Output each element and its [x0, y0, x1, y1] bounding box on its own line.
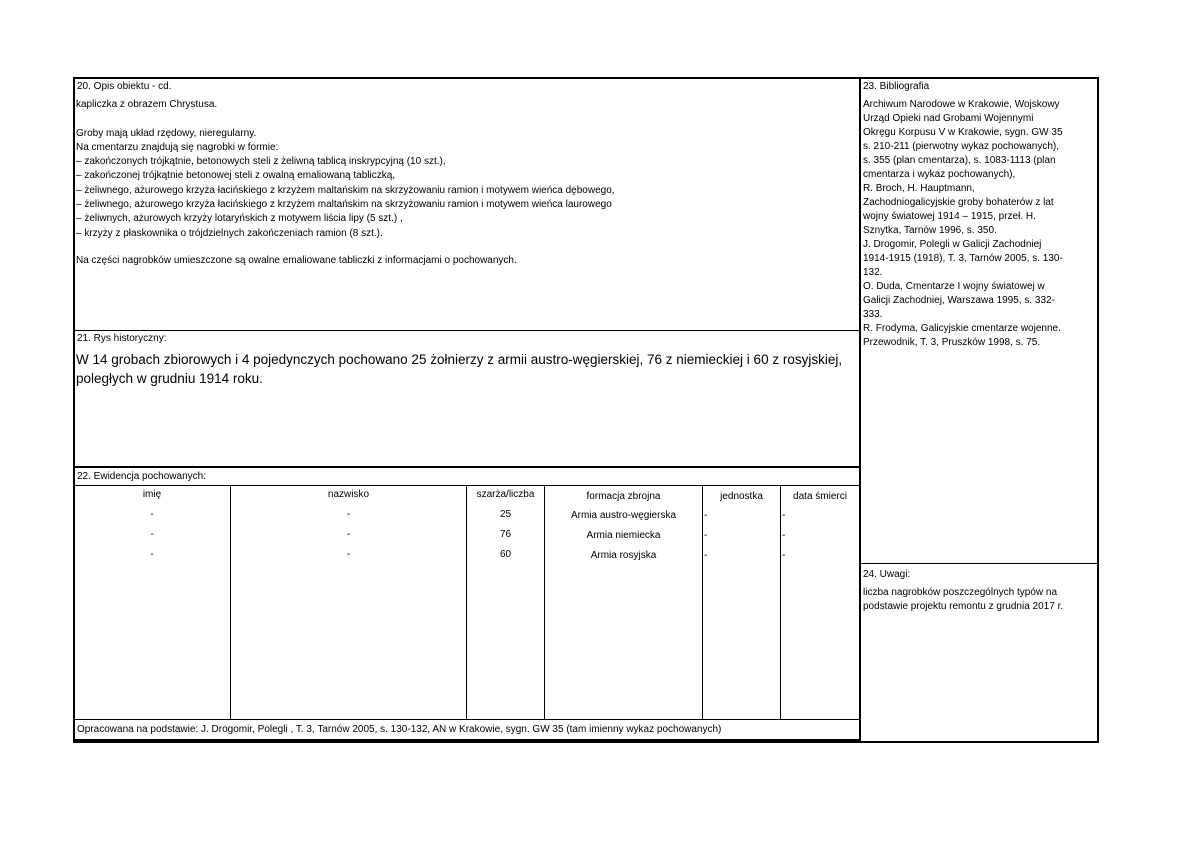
- opis-line: – żeliwnego, ażurowego krzyża łacińskiego z krzyżem maltańskim na skrzyżowaniu ramion i motywem wieńca dębowego,: [76, 185, 615, 196]
- bibliografia-line: 1914-1915 (1918), T. 3, Tarnów 2005, s. 130-: [863, 253, 1063, 264]
- table-cell-formacja: Armia niemiecka: [586, 530, 661, 541]
- column-header-szarza: szarża/liczba: [476, 489, 535, 500]
- table-cell-imie: -: [150, 509, 154, 520]
- rys-text: W 14 grobach zbiorowych i 4 pojedynczych pochowano 25 żołnierzy z armii austro-węgierskiej, 76 z niemieckiej i 60 z rosyjskiej, poległych w grudniu 1914 roku.: [76, 352, 843, 386]
- table-cell-nazwisko: -: [346, 549, 351, 560]
- table-cell-liczba: 76: [499, 529, 512, 540]
- opis-line: – żeliwnego, ażurowego krzyża łacińskiego z krzyżem maltańskim na skrzyżowaniu ramion i motywem wieńca laurowego: [76, 199, 612, 210]
- ewidencja-heading: 22. Ewidencja pochowanych:: [77, 471, 206, 482]
- opis-line: kapliczka z obrazem Chrystusa.: [76, 99, 218, 110]
- column-header-data-smierci: data śmierci: [793, 491, 847, 502]
- bibliografia-line: O. Duda, Cmentarze I wojny światowej w: [863, 281, 1045, 292]
- bibliografia-heading: 23. Bibliografia: [863, 81, 930, 92]
- table-cell-formacja: Armia rosyjska: [590, 550, 657, 561]
- bibliografia-line: R. Broch, H. Hauptmann,: [863, 183, 975, 194]
- table-cell-data-smierci: -: [782, 550, 786, 561]
- section-divider-rys: [74, 330, 860, 331]
- table-cell-data-smierci: -: [782, 510, 786, 521]
- opis-heading: 20. Opis obiektu - cd.: [77, 81, 172, 92]
- column-header-nazwisko: nazwisko: [327, 489, 370, 500]
- table-cell-imie: -: [150, 529, 154, 540]
- opis-line: – krzyży z płaskownika o trójdzielnych zakończeniach ramion (8 szt.).: [76, 228, 383, 239]
- bibliografia-line: 333.: [863, 309, 883, 320]
- ewidencja-footer: Opracowana na podstawie: J. Drogomir, Polegli , T. 3, Tarnów 2005, s. 130-132, AN w Krakowie, sygn. GW 35 (tam imienny wykaz pochowanych): [77, 724, 722, 735]
- bibliografia-line: cmentarza i wykaz pochowanych),: [863, 169, 1016, 180]
- opis-line: – żeliwnych, ażurowych krzyży lotaryńskich z motywem liścia lipy (5 szt.) ,: [76, 213, 403, 224]
- table-cell-formacja: Armia austro-węgierska: [570, 510, 677, 521]
- form-bottom-edge: [73, 739, 861, 743]
- section-divider-ewidencja: [74, 466, 860, 468]
- bibliografia-line: 132.: [863, 267, 883, 278]
- bibliografia-line: J. Drogomir, Polegli w Galicji Zachodniej: [863, 239, 1042, 250]
- ewidencja-header-line: [74, 485, 860, 486]
- bibliografia-line: Galicji Zachodniej, Warszawa 1995, s. 332-: [863, 295, 1055, 306]
- bibliografia-line: Urząd Opieki nad Grobami Wojennymi: [863, 113, 1034, 124]
- uwagi-line: podstawie projektu remontu z grudnia 2017 r.: [863, 601, 1064, 612]
- opis-line: Groby mają układ rzędowy, nieregularny.: [76, 128, 257, 139]
- opis-line: – zakończonej trójkątnie betonowej steli z owalną emaliowaną tabliczką,: [76, 170, 396, 181]
- bibliografia-line: R. Frodyma, Galicyjskie cmentarze wojenne.: [863, 323, 1061, 334]
- bibliografia-list: [863, 98, 1095, 350]
- bibliografia-line: wojny światowej 1914 – 1915, przeł. H.: [863, 211, 1036, 222]
- bibliografia-line: s. 355 (plan cmentarza), s. 1083-1113 (plan: [863, 155, 1056, 166]
- column-header-jednostka: jednostka: [720, 491, 763, 502]
- bibliografia-line: Zachodniogalicyjskie groby bohaterów z lat: [863, 197, 1054, 208]
- table-cell-liczba: 25: [499, 509, 512, 520]
- bibliografia-line: s. 210-211 (pierwotny wykaz pochowanych),: [863, 141, 1060, 152]
- table-cell-nazwisko: -: [346, 509, 351, 520]
- table-col-line: [702, 486, 703, 719]
- table-cell-imie: -: [150, 549, 154, 560]
- table-cell-jednostka: -: [704, 530, 708, 541]
- column-header-formacja: formacja zbrojna: [586, 491, 661, 502]
- section-divider-uwagi: [860, 563, 1098, 564]
- table-cell-data-smierci: -: [782, 530, 786, 541]
- table-cell-jednostka: -: [704, 510, 708, 521]
- bibliografia-line: Sznytka, Tarnów 1996, s. 350.: [863, 225, 997, 236]
- table-cell-nazwisko: -: [346, 529, 351, 540]
- ewidencja-footer-line: [74, 719, 860, 720]
- bibliografia-line: Przewodnik, T. 3, Pruszków 1998, s. 75.: [863, 337, 1041, 348]
- opis-line: Na cmentarzu znajdują się nagrobki w formie:: [76, 142, 279, 153]
- table-cell-liczba: 60: [499, 549, 512, 560]
- opis-line: – zakończonych trójkątnie, betonowych steli z żeliwną tablicą inskrypcyjną (10 szt.),: [76, 156, 446, 167]
- opis-line: Na części nagrobków umieszczone są owalne emaliowane tabliczki z informacjami o pochowanych.: [76, 255, 517, 266]
- table-col-line: [780, 486, 781, 719]
- uwagi-heading: 24. Uwagi:: [863, 569, 911, 580]
- bibliografia-line: Archiwum Narodowe w Krakowie, Wojskowy: [863, 99, 1060, 110]
- rys-heading: 21. Rys historyczny:: [77, 333, 167, 344]
- table-cell-jednostka: -: [704, 550, 708, 561]
- bibliografia-line: Okręgu Korpusu V w Krakowie, sygn. GW 35: [863, 127, 1063, 138]
- uwagi-line: liczba nagrobków poszczególnych typów na: [863, 587, 1057, 598]
- column-header-imie: imię: [142, 489, 162, 500]
- column-divider: [859, 78, 861, 742]
